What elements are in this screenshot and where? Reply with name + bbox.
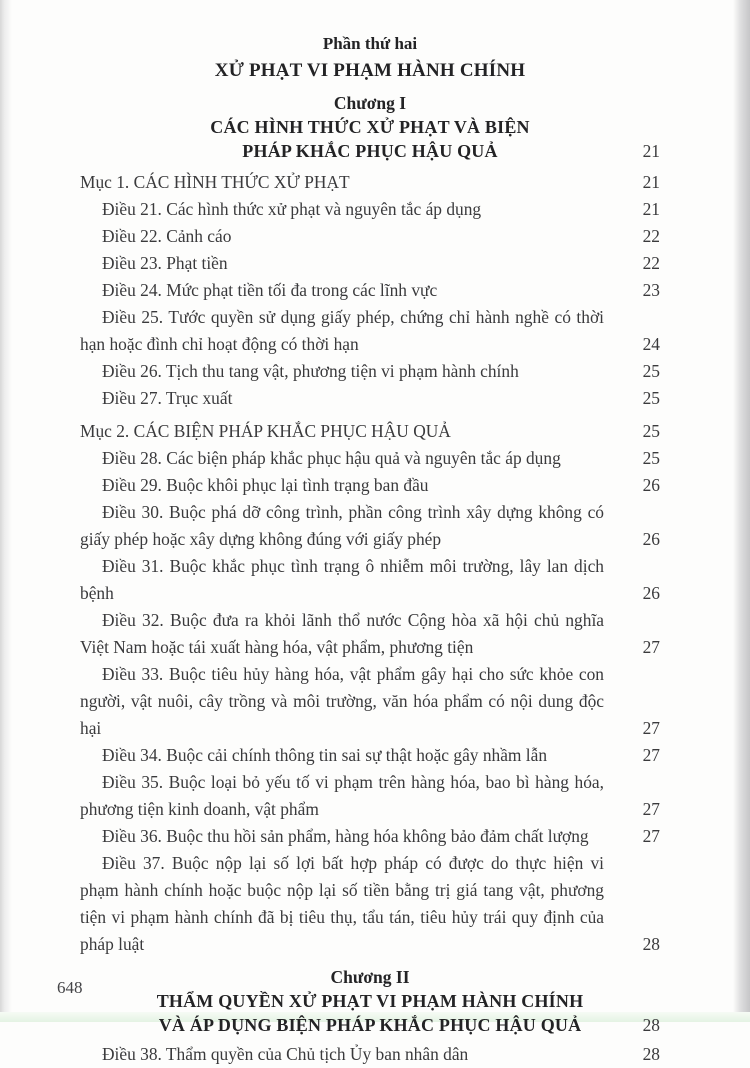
toc-list	[80, 169, 660, 958]
toc-entry-page: 22	[642, 226, 660, 246]
toc-entry-text: Điều 36. Buộc thu hồi sản phẩm, hàng hóa không bảo đảm chất lượng	[102, 826, 589, 846]
toc-entry-text: Điều 27. Trục xuất	[102, 388, 233, 408]
chapter1-title	[80, 116, 660, 163]
toc-entry	[80, 661, 660, 742]
toc-entry-text: Điều 23. Phạt tiền	[102, 253, 228, 273]
toc-entry-text: Điều 29. Buộc khôi phục lại tình trạng ban đầu	[102, 475, 429, 495]
toc-entry	[80, 1041, 660, 1068]
toc-entry-page: 28	[642, 1044, 660, 1064]
toc-entry-page: 27	[642, 745, 660, 765]
chapter1-label: Chương I	[333, 93, 407, 113]
toc-entry-page: 25	[642, 421, 660, 441]
part-label: Phần thứ hai	[322, 34, 418, 53]
toc-entry	[80, 823, 660, 850]
chapter2-title-line1: THẨM QUYỀN XỬ PHẠT VI PHẠM HÀNH CHÍNH	[156, 991, 584, 1011]
chapter1-title-line2: PHÁP KHẮC PHỤC HẬU QUẢ	[242, 140, 498, 161]
toc-entry-text: Điều 32. Buộc đưa ra khỏi lãnh thổ nước Cộng hòa xã hội chủ nghĩa Việt Nam hoặc tái xuất hàng hóa, vật phẩm, phương tiện	[80, 610, 604, 657]
toc-entry	[80, 445, 660, 472]
toc-entry	[80, 358, 660, 385]
chapter2-label: Chương II	[330, 967, 410, 987]
toc-entry-text: Điều 31. Buộc khắc phục tình trạng ô nhiễm môi trường, lây lan dịch bệnh	[80, 556, 604, 603]
chapter2-title-line2: VÀ ÁP DỤNG BIỆN PHÁP KHẮC PHỤC HẬU QUẢ	[158, 1014, 582, 1035]
toc-entry-page: 24	[642, 334, 660, 354]
toc-entry-text: Điều 21. Các hình thức xử phạt và nguyên tắc áp dụng	[102, 199, 482, 219]
toc-entry	[80, 607, 660, 661]
toc-entry	[80, 472, 660, 499]
toc-entry-page: 21	[642, 199, 660, 219]
toc-entry-text: Điều 28. Các biện pháp khắc phục hậu quả và nguyên tắc áp dụng	[102, 448, 561, 468]
toc-entry-page: 25	[642, 388, 660, 408]
toc-entry-page: 27	[642, 826, 660, 846]
toc-entry-text: Mục 2. CÁC BIỆN PHÁP KHẮC PHỤC HẬU QUẢ	[80, 421, 451, 441]
toc-entry-page: 27	[642, 637, 660, 657]
toc-entry	[80, 304, 660, 358]
toc-entry-text: Điều 33. Buộc tiêu hủy hàng hóa, vật phẩm gây hại cho sức khỏe con người, vật nuôi, cây trồng và môi trường, văn hóa phẩm có nội dung độc hại	[80, 664, 604, 738]
toc-entry	[80, 169, 660, 196]
toc-entry	[80, 769, 660, 823]
toc-entry-page: 25	[642, 448, 660, 468]
toc-entry-text: Điều 25. Tước quyền sử dụng giấy phép, chứng chỉ hành nghề có thời hạn hoặc đình chỉ hoạt động có thời hạn	[80, 307, 604, 354]
toc-entry	[80, 223, 660, 250]
toc-entry-text: Điều 22. Cảnh cáo	[102, 226, 232, 246]
page-left-edge-shadow	[0, 0, 12, 1022]
toc-entry-text: Điều 35. Buộc loại bỏ yếu tố vi phạm trên hàng hóa, bao bì hàng hóa, phương tiện kinh doanh, vật phẩm	[80, 772, 604, 819]
toc-entry-page: 21	[642, 172, 660, 192]
toc-entry	[80, 385, 660, 412]
toc-entry	[80, 553, 660, 607]
toc-entry	[80, 196, 660, 223]
toc-entry-page: 22	[642, 253, 660, 273]
toc-entry-text: Điều 38. Thẩm quyền của Chủ tịch Ủy ban nhân dân	[102, 1044, 469, 1064]
toc-entry-text: Điều 34. Buộc cải chính thông tin sai sự thật hoặc gây nhầm lẫn	[102, 745, 548, 765]
toc-entry	[80, 499, 660, 553]
table-of-contents-page	[80, 31, 660, 1068]
toc-entry	[80, 418, 660, 445]
part-title: XỬ PHẠT VI PHẠM HÀNH CHÍNH	[214, 60, 526, 81]
toc-entry-page: 26	[642, 583, 660, 603]
book-page-number: 648	[57, 978, 83, 997]
chapter1-heading	[80, 116, 660, 163]
toc-entry-page: 27	[642, 718, 660, 738]
toc-entry-page: 28	[642, 934, 660, 954]
toc-entry-text: Mục 1. CÁC HÌNH THỨC XỬ PHẠT	[80, 172, 350, 192]
toc-entry-page: 26	[642, 475, 660, 495]
toc-list-continued	[80, 1041, 660, 1068]
toc-entry	[80, 850, 660, 958]
toc-entry-page: 25	[642, 361, 660, 381]
toc-entry-page: 26	[642, 529, 660, 549]
toc-entry-text: Điều 26. Tịch thu tang vật, phương tiện vi phạm hành chính	[102, 361, 519, 381]
chapter2-heading	[80, 990, 660, 1037]
chapter1-title-line1: CÁC HÌNH THỨC XỬ PHẠT VÀ BIỆN	[210, 117, 530, 137]
chapter1-page-number: 21	[642, 140, 660, 161]
toc-entry-text: Điều 30. Buộc phá dỡ công trình, phần công trình xây dựng không có giấy phép hoặc xây dựng không đúng với giấy phép	[80, 502, 604, 549]
chapter2-page-number: 28	[642, 1014, 660, 1035]
page-right-edge-shadow	[733, 0, 750, 1022]
toc-entry-text: Điều 24. Mức phạt tiền tối đa trong các lĩnh vực	[102, 280, 438, 300]
toc-entry-page: 27	[642, 799, 660, 819]
toc-entry	[80, 250, 660, 277]
toc-entry	[80, 277, 660, 304]
toc-entry-page: 23	[642, 280, 660, 300]
toc-entry-text: Điều 37. Buộc nộp lại số lợi bất hợp pháp có được do thực hiện vi phạm hành chính hoặc buộc nộp lại số tiền bằng trị giá tang vật, phương tiện vi phạm hành chính đã bị tiêu thụ, tẩu tán, tiêu hủy trái quy định của pháp luật	[80, 853, 604, 954]
chapter2-title	[80, 990, 660, 1037]
toc-entry	[80, 742, 660, 769]
